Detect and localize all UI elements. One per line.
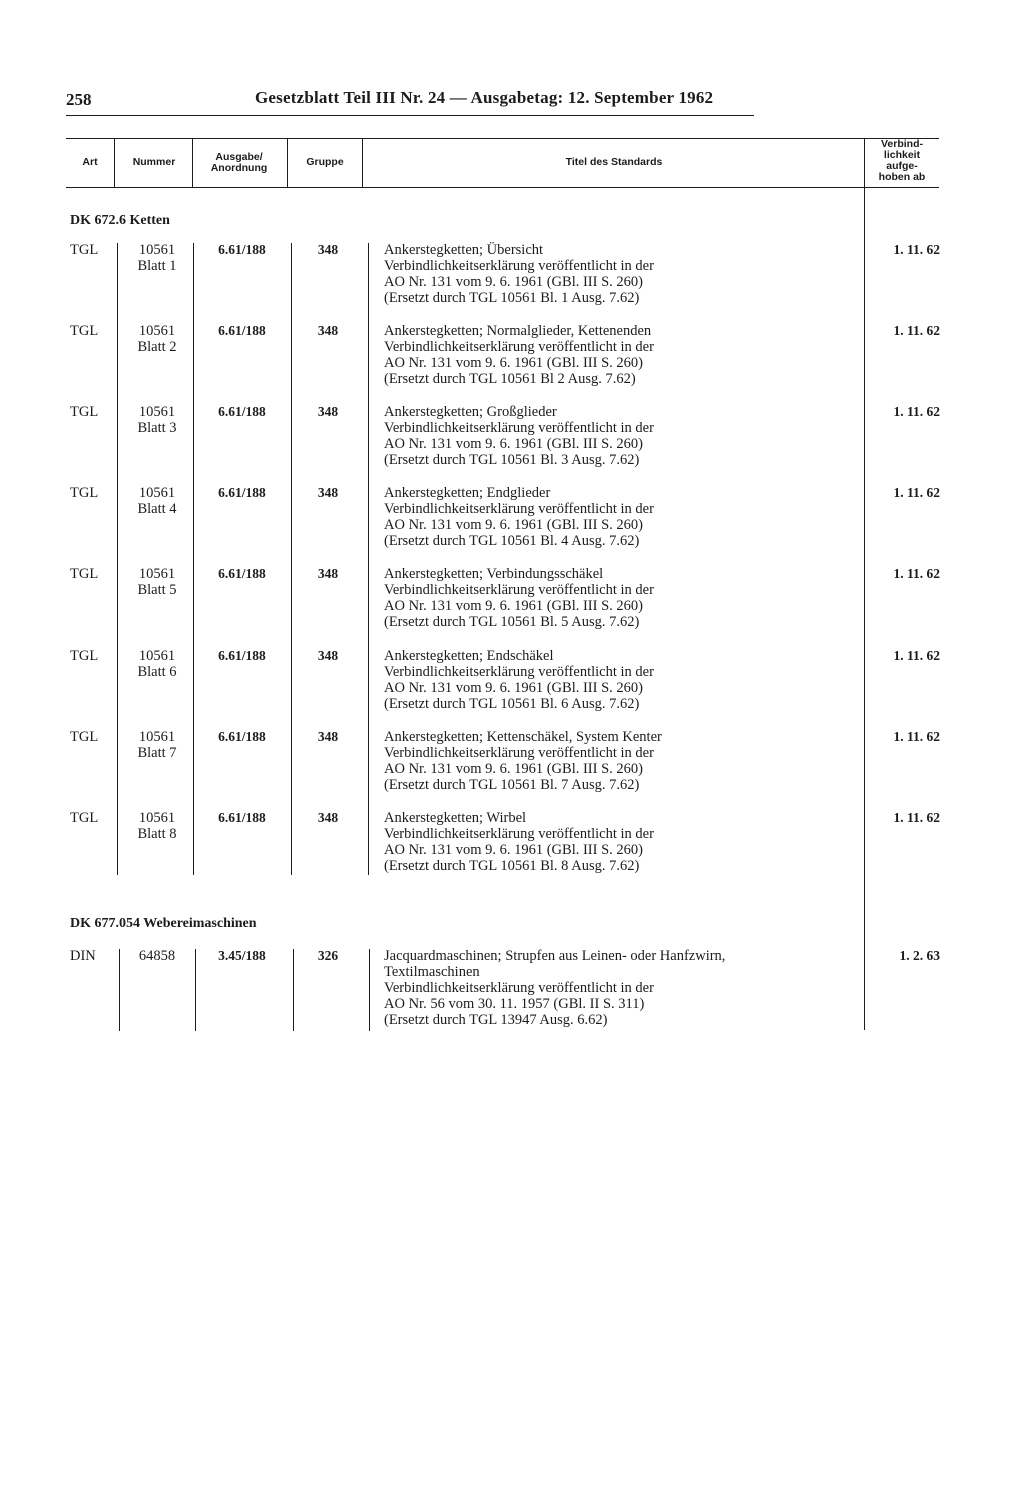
titel-line: Jacquardmaschinen; Strupfen aus Leinen- oder Hanfzwirn, — [384, 948, 726, 964]
table-header-bottom-rule — [66, 187, 939, 188]
cell-gruppe: 348 — [317, 729, 339, 744]
titel-line: Verbindlichkeitserklärung veröffentlicht in der — [384, 826, 654, 842]
cell-titel — [384, 948, 854, 1028]
titel-line: AO Nr. 131 vom 9. 6. 1961 (GBl. III S. 260) — [384, 680, 643, 696]
cell-art: TGL — [70, 729, 99, 745]
nummer: 10561 — [138, 729, 176, 745]
cell-titel — [384, 729, 854, 793]
blatt: Blatt 5 — [137, 582, 177, 598]
titel-line: AO Nr. 131 vom 9. 6. 1961 (GBl. III S. 260) — [384, 436, 643, 452]
cell-titel — [384, 566, 854, 630]
titel-line: Verbindlichkeitserklärung veröffentlicht in der — [384, 420, 654, 436]
blatt: Blatt 1 — [137, 258, 177, 274]
col-header-verb-line4: hoben ab — [878, 171, 926, 183]
titel-line: Verbindlichkeitserklärung veröffentlicht in der — [384, 745, 654, 761]
col-divider — [192, 138, 193, 188]
section-title: DK 672.6 Ketten — [70, 213, 170, 228]
cell-ausgabe: 6.61/188 — [218, 323, 266, 338]
titel-line: (Ersetzt durch TGL 10561 Bl. 1 Ausg. 7.62) — [384, 290, 640, 306]
cell-verbindlichkeit: 1. 11. 62 — [893, 729, 940, 744]
col-header-ausgabe-line1: Ausgabe/ — [215, 151, 263, 163]
col-header-verb-line1: Verbind- — [880, 138, 923, 150]
col-divider — [362, 138, 363, 188]
col-header-titel: Titel des Standards — [565, 156, 663, 168]
titel-line: Ankerstegketten; Verbindungsschäkel — [384, 566, 604, 582]
col-divider — [119, 949, 120, 1031]
col-divider — [293, 949, 294, 1031]
cell-ausgabe: 6.61/188 — [218, 566, 266, 581]
titel-line: Verbindlichkeitserklärung veröffentlicht in der — [384, 501, 654, 517]
running-header: Gesetzblatt Teil III Nr. 24 — Ausgabetag: 12. September 1962 — [255, 88, 714, 107]
cell-ausgabe: 6.61/188 — [218, 648, 266, 663]
cell-gruppe: 348 — [317, 648, 339, 663]
titel-line: AO Nr. 131 vom 9. 6. 1961 (GBl. III S. 260) — [384, 517, 643, 533]
blatt: Blatt 7 — [137, 745, 177, 761]
cell-titel — [384, 810, 854, 874]
col-header-verbindlichkeit — [866, 139, 938, 183]
cell-art: TGL — [70, 242, 99, 258]
col-header-verb-line3: aufge- — [886, 160, 918, 172]
col-divider — [114, 138, 115, 188]
cell-art: TGL — [70, 810, 99, 826]
cell-titel — [384, 323, 854, 387]
cell-titel — [384, 485, 854, 549]
cell-gruppe: 348 — [317, 566, 339, 581]
titel-line: (Ersetzt durch TGL 13947 Ausg. 6.62) — [384, 1012, 608, 1028]
col-divider — [287, 138, 288, 188]
cell-nummer — [120, 810, 194, 842]
blatt: Blatt 3 — [137, 420, 177, 436]
cell-nummer — [120, 323, 194, 355]
blatt: Blatt 8 — [137, 826, 177, 842]
cell-art: TGL — [70, 323, 99, 339]
cell-verbindlichkeit: 1. 11. 62 — [893, 648, 940, 663]
col-divider — [193, 243, 194, 875]
titel-line: Ankerstegketten; Großglieder — [384, 404, 557, 420]
titel-line: (Ersetzt durch TGL 10561 Bl. 3 Ausg. 7.62) — [384, 452, 640, 468]
cell-ausgabe: 6.61/188 — [218, 810, 266, 825]
col-header-gruppe: Gruppe — [306, 156, 344, 168]
col-header-ausgabe — [194, 152, 284, 174]
nummer: 10561 — [138, 404, 176, 420]
col-divider — [369, 949, 370, 1031]
col-divider — [117, 243, 118, 875]
section-title: DK 677.054 Webereimaschinen — [70, 916, 257, 931]
cell-titel — [384, 242, 854, 306]
cell-gruppe: 348 — [317, 810, 339, 825]
nummer: 10561 — [138, 648, 176, 664]
cell-verbindlichkeit: 1. 11. 62 — [893, 404, 940, 419]
cell-ausgabe: 6.61/188 — [218, 485, 266, 500]
titel-line: Textilmaschinen — [384, 964, 480, 980]
cell-nummer — [120, 648, 194, 680]
nummer: 10561 — [138, 485, 176, 501]
cell-nummer — [120, 729, 194, 761]
cell-nummer — [120, 485, 194, 517]
cell-gruppe: 348 — [317, 242, 339, 257]
col-divider — [195, 949, 196, 1031]
blatt: Blatt 4 — [137, 501, 177, 517]
nummer: 10561 — [138, 242, 176, 258]
cell-gruppe: 348 — [317, 485, 339, 500]
col-divider — [864, 138, 865, 1030]
titel-line: Verbindlichkeitserklärung veröffentlicht in der — [384, 258, 654, 274]
titel-line: (Ersetzt durch TGL 10561 Bl. 5 Ausg. 7.62) — [384, 614, 640, 630]
header-rule — [66, 115, 754, 116]
col-header-ausgabe-line2: Anordnung — [210, 162, 268, 174]
blatt: Blatt 2 — [137, 339, 177, 355]
cell-art: TGL — [70, 485, 99, 501]
cell-art: TGL — [70, 648, 99, 664]
titel-line: AO Nr. 131 vom 9. 6. 1961 (GBl. III S. 260) — [384, 355, 643, 371]
cell-ausgabe: 6.61/188 — [218, 404, 266, 419]
cell-titel — [384, 648, 854, 712]
nummer: 10561 — [138, 323, 176, 339]
cell-art: DIN — [70, 948, 96, 964]
titel-line: Verbindlichkeitserklärung veröffentlicht in der — [384, 339, 654, 355]
titel-line: Ankerstegketten; Endschäkel — [384, 648, 554, 664]
cell-ausgabe: 3.45/188 — [218, 948, 266, 963]
blatt: Blatt 6 — [137, 664, 177, 680]
cell-nummer — [120, 566, 194, 598]
titel-line: (Ersetzt durch TGL 10561 Bl. 7 Ausg. 7.62) — [384, 777, 640, 793]
col-header-art: Art — [82, 156, 98, 168]
cell-verbindlichkeit: 1. 11. 62 — [893, 566, 940, 581]
titel-line: AO Nr. 131 vom 9. 6. 1961 (GBl. III S. 260) — [384, 842, 643, 858]
cell-gruppe: 348 — [317, 404, 339, 419]
col-header-verb-line2: lichkeit — [883, 149, 921, 161]
cell-ausgabe: 6.61/188 — [218, 729, 266, 744]
cell-art: TGL — [70, 566, 99, 582]
nummer: 64858 — [138, 948, 176, 964]
titel-line: AO Nr. 56 vom 30. 11. 1957 (GBl. II S. 311) — [384, 996, 645, 1012]
titel-line: Ankerstegketten; Wirbel — [384, 810, 527, 826]
col-divider — [291, 243, 292, 875]
cell-verbindlichkeit: 1. 11. 62 — [893, 323, 940, 338]
nummer: 10561 — [138, 566, 176, 582]
page-number: 258 — [66, 90, 92, 109]
cell-verbindlichkeit: 1. 11. 62 — [893, 242, 940, 257]
table-top-rule — [66, 138, 939, 139]
cell-nummer — [120, 404, 194, 436]
titel-line: (Ersetzt durch TGL 10561 Bl 2 Ausg. 7.62) — [384, 371, 636, 387]
titel-line: Verbindlichkeitserklärung veröffentlicht in der — [384, 664, 654, 680]
titel-line: Ankerstegketten; Endglieder — [384, 485, 551, 501]
col-header-nummer: Nummer — [132, 156, 176, 168]
titel-line: Ankerstegketten; Kettenschäkel, System Kenter — [384, 729, 662, 745]
titel-line: Ankerstegketten; Übersicht — [384, 242, 544, 258]
titel-line: (Ersetzt durch TGL 10561 Bl. 6 Ausg. 7.62) — [384, 696, 640, 712]
titel-line: AO Nr. 131 vom 9. 6. 1961 (GBl. III S. 260) — [384, 274, 643, 290]
cell-nummer — [120, 242, 194, 274]
cell-nummer — [120, 948, 194, 964]
cell-gruppe: 326 — [317, 948, 339, 963]
cell-verbindlichkeit: 1. 11. 62 — [893, 810, 940, 825]
titel-line: Ankerstegketten; Normalglieder, Kettenenden — [384, 323, 652, 339]
cell-titel — [384, 404, 854, 468]
cell-ausgabe: 6.61/188 — [218, 242, 266, 257]
titel-line: AO Nr. 131 vom 9. 6. 1961 (GBl. III S. 260) — [384, 598, 643, 614]
titel-line: (Ersetzt durch TGL 10561 Bl. 8 Ausg. 7.62) — [384, 858, 640, 874]
cell-art: TGL — [70, 404, 99, 420]
titel-line: (Ersetzt durch TGL 10561 Bl. 4 Ausg. 7.62) — [384, 533, 640, 549]
titel-line: Verbindlichkeitserklärung veröffentlicht in der — [384, 980, 654, 996]
titel-line: AO Nr. 131 vom 9. 6. 1961 (GBl. III S. 260) — [384, 761, 643, 777]
cell-verbindlichkeit: 1. 11. 62 — [893, 485, 940, 500]
nummer: 10561 — [138, 810, 176, 826]
cell-gruppe: 348 — [317, 323, 339, 338]
cell-verbindlichkeit: 1. 2. 63 — [899, 948, 940, 963]
titel-line: Verbindlichkeitserklärung veröffentlicht in der — [384, 582, 654, 598]
col-divider — [368, 243, 369, 875]
